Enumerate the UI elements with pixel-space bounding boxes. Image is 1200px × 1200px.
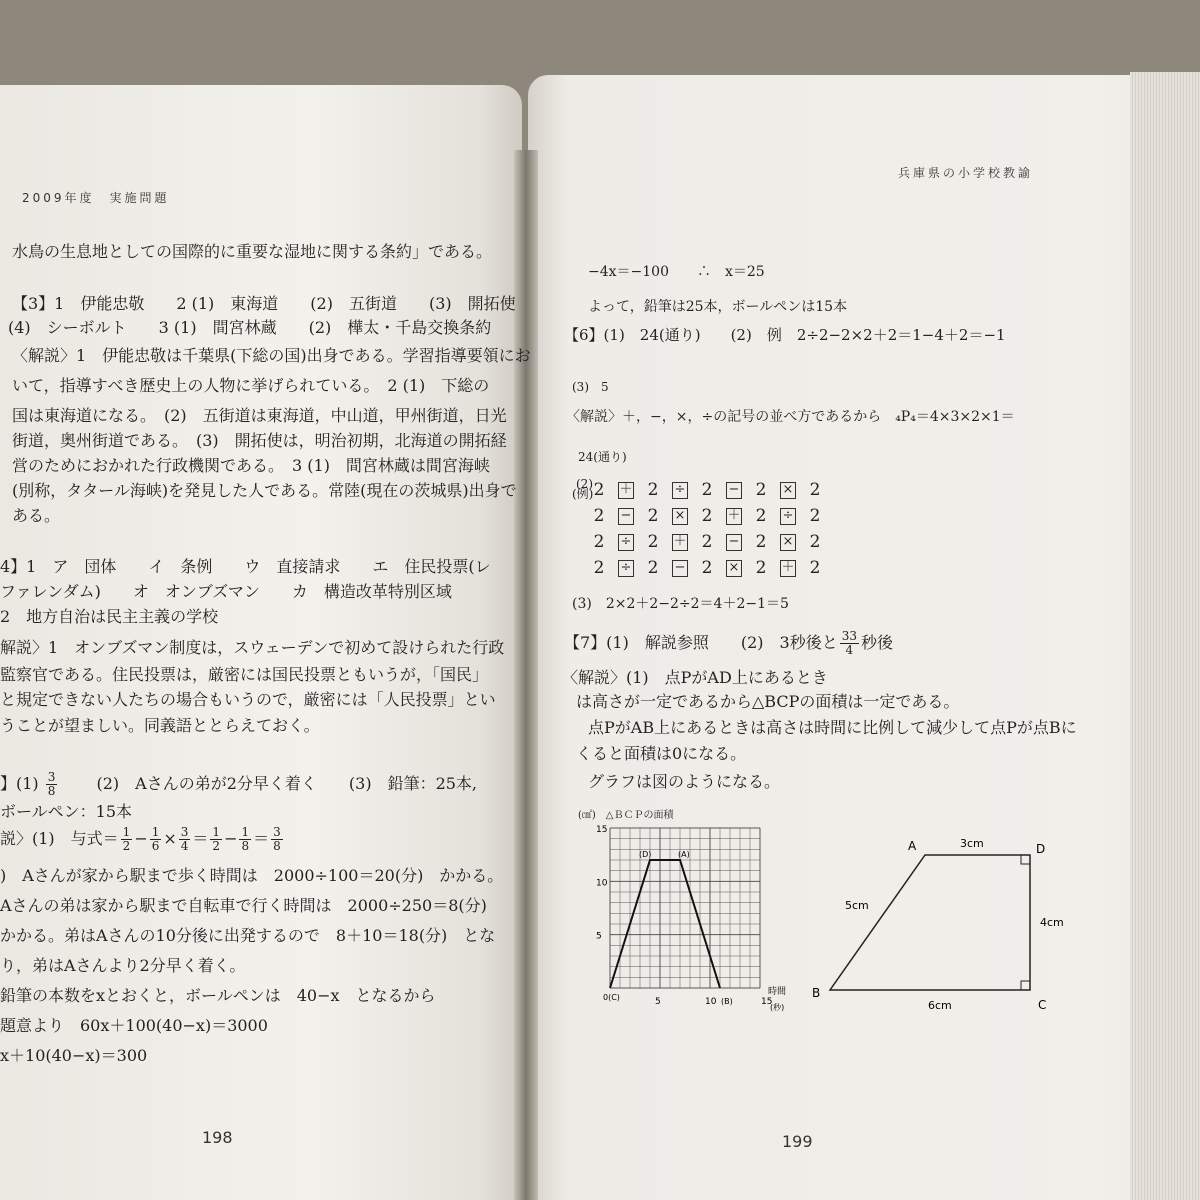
text-line: かかる。弟はAさんの10分後に出発するので 8＋10＝18(分) とな [0,926,496,945]
operator-box: − [618,508,634,525]
q5-fraction: $\frac{3}{8}$ [47,770,56,798]
operator-box: − [726,534,742,551]
grid-number: 2 [755,480,767,500]
y-tick-label: 10 [596,878,608,889]
text-line: くると面積は0になる。 [576,744,747,763]
grid-number: 2 [809,480,821,500]
fraction: $\frac{3}{8}$ [273,825,281,853]
q5-expression [0,826,285,853]
text-line: グラフは図のようになる。 [588,772,781,791]
grid-number: 2 [809,506,821,526]
text-line: いて，指導すべき歴史上の人物に挙げられている。 2 (1) 下総の [12,376,490,395]
x-tick-label: 5 [655,997,661,1007]
book-gutter [514,150,538,1200]
text-line: 国は東海道になる。 (2) 五街道は東海道，中山道，甲州街道，日光 [12,406,507,425]
grid-row [590,506,824,526]
q7-prefix: 【7】(1) 解説参照 (2) 3秒後と [564,633,838,652]
trapezoid-figure [800,825,1070,1015]
label-top: 3cm [960,837,984,850]
x-axis-label: 時間 [768,987,787,997]
text-line: 〈解説〉(1) 点PがAD上にあるとき [562,668,828,687]
text-line: (別称，タタール海峡)を発見した人である。常陸(現在の茨城県)出身で [12,481,517,500]
origin-label: 0(C) [603,993,620,1002]
text-line: 〈解説〉＋，−，×，÷の記号の並べ方であるから ₄P₄＝4×3×2×1＝ [566,409,1015,425]
text-line: ) Aさんが家から駅まで歩く時間は 2000÷100＝20(分) かかる。 [0,866,504,885]
x-tick-label: 10 [705,997,717,1007]
fraction: $\frac{1}{8}$ [241,825,250,853]
area-graph [585,818,805,1023]
text-line: うことが望ましい。同義語ととらえておく。 [0,716,320,735]
operator-box: − [672,560,688,577]
text-line: り，弟はAさんより2分早く着く。 [0,956,246,975]
grid-number: 2 [593,558,605,578]
text-line: 解説〉1 オンブズマン制度は，スウェーデンで初めて設けられた行政 [0,638,505,657]
text-line: Aさんの弟は家から駅まで自転車で行く時間は 2000÷250＝8(分) [0,896,487,915]
q5-answer-line [0,771,477,798]
operator-box: × [726,560,742,577]
grid-number: 2 [755,532,767,552]
operator-box: ＋ [619,481,633,497]
text-line: ある。 [12,506,61,525]
text-line: 4】1 ア 団体 イ 条例 ウ 直接請求 エ 住民投票(レ [0,557,491,576]
text-line: (3) 5 [572,380,609,394]
grid-number: 2 [647,558,659,578]
operator: − [224,829,238,848]
y-tick-label: 15 [596,825,608,835]
grid-number: 2 [809,532,821,552]
page-edge [1130,72,1200,1200]
text-line: よって，鉛筆は25本，ボールペンは15本 [588,299,848,315]
text-line: −4x＝−100 ∴ x＝25 [588,264,765,280]
grid-number: 2 [701,558,713,578]
right-header: 兵庫県の小学校教諭 [898,166,1034,180]
text-line: 24(通り) [578,450,627,464]
grid-number: 2 [647,532,659,552]
label-left: 5cm [845,899,869,912]
text-line: 題意より 60x＋100(40−x)＝3000 [0,1016,268,1035]
operator-box: × [780,482,796,499]
grid-row [590,558,824,578]
grid-row [590,480,824,500]
trapezoid-shape [830,855,1030,990]
vertex-c: C [1038,998,1047,1012]
point-d-label: (D) [639,850,652,859]
grid-number: 2 [593,506,605,526]
grid-number: 2 [809,558,821,578]
vertex-b: B [812,986,821,1000]
fraction: $\frac{3}{4}$ [180,825,189,853]
text-line: x＋10(40−x)＝300 [0,1046,148,1065]
point-b-label: (B) [721,997,733,1006]
text-line: 【6】(1) 24(通り) (2) 例 2÷2−2×2＋2＝1−4＋2＝−1 [564,326,1006,344]
left-page-number: 198 [202,1128,233,1147]
grid-number: 2 [755,558,767,578]
right-angle-d [1021,855,1030,864]
text-line: 水鳥の生息地としての国際的に重要な湿地に関する条約」である。 [12,242,493,261]
text-line: 監察官である。住民投票は，厳密には国民投票ともいうが，「国民」 [0,665,489,684]
left-header: 2009年度 実施問題 [22,191,170,205]
text-line: (2) [576,477,593,491]
text-line: 【3】1 伊能忠敬 2 (1) 東海道 (2) 五街道 (3) 開拓使 [12,294,516,313]
q5-expr-prefix: 説〉(1) 与式＝ [0,829,119,848]
grid-number: 2 [701,480,713,500]
operator-box: ＋ [673,533,687,549]
q5-suffix: (2) Aさんの弟が2分早く着く (3) 鉛筆：25本, [64,774,478,793]
fraction: $\frac{1}{2}$ [122,825,131,853]
text-line: 鉛筆の本数をxとおくと，ボールペンは 40−x となるから [0,986,436,1005]
grid-number: 2 [593,532,605,552]
operator: × [163,829,177,848]
x-tick-label: 15 [761,997,773,1007]
vertex-a: A [908,839,917,853]
operator-box: × [780,534,796,551]
text-line: と規定できない人たちの場合もいうので，厳密には「人民投票」とい [0,690,496,709]
label-bottom: 6cm [928,999,952,1012]
q7-fraction: $\frac{33}{4}$ [841,629,857,657]
text-line: 点PがAB上にあるときは高さは時間に比例して減少して点Pが点Bに [588,718,1077,737]
q5-prefix: 】(1) [0,774,39,793]
text-line: 〈解説〉1 伊能忠敬は千葉県(下総の国)出身である。学習指導要領にお [12,346,531,365]
operator-box: − [726,482,742,499]
operator: ＝ [253,829,270,848]
text-line: は高さが一定であるから△BCPの面積は一定である。 [576,692,960,711]
grid-number: 2 [755,506,767,526]
q6-part3: (3) 2×2＋2−2÷2＝4＋2−1＝5 [572,596,789,612]
grid-number: 2 [701,506,713,526]
q5-answer-line2: ボールペン：15本 [0,802,133,821]
operator-box: ÷ [618,560,634,577]
label-right: 4cm [1040,916,1064,929]
grid-number: 2 [647,480,659,500]
fraction: $\frac{1}{6}$ [151,825,160,853]
graph-title: (㎠) △ＢＣＰの面積 [578,810,674,821]
operator-box: ÷ [618,534,634,551]
y-tick-label: 5 [596,931,602,942]
vertex-d: D [1036,842,1046,856]
operator-box: ＋ [727,507,741,523]
grid-number: 2 [593,480,605,500]
fraction: $\frac{1}{2}$ [212,825,221,853]
text-line: 営のためにおかれた行政機関である。 3 (1) 間宮林蔵は間宮海峡 [12,456,490,475]
q7-suffix: 秒後 [860,633,893,652]
operator: ＝ [192,829,209,848]
grid-number: 2 [701,532,713,552]
grid-row [590,532,824,552]
operator-box: × [672,508,688,525]
operator-box: ＋ [781,559,795,575]
example-label: (例) [572,487,594,501]
q5-expr-terms [119,825,285,853]
right-angle-c [1021,981,1030,990]
operator-box: ÷ [672,482,688,499]
operator: − [134,829,148,848]
text-line: ファレンダム) オ オンブズマン カ 構造改革特別区域 [0,582,452,601]
text-line: 2 地方自治は民主主義の学校 [0,607,219,626]
q7-answer-line [564,630,893,657]
text-line: (4) シーボルト 3 (1) 間宮林蔵 (2) 樺太・千島交換条約 [8,318,492,337]
right-page-number: 199 [782,1132,813,1151]
point-a-label: (A) [678,850,690,859]
x-axis-unit: (秒) [770,1003,785,1012]
operator-box: ÷ [780,508,796,525]
grid-number: 2 [647,506,659,526]
text-line: 街道，奥州街道である。 (3) 開拓使は，明治初期，北海道の開拓経 [12,431,507,450]
